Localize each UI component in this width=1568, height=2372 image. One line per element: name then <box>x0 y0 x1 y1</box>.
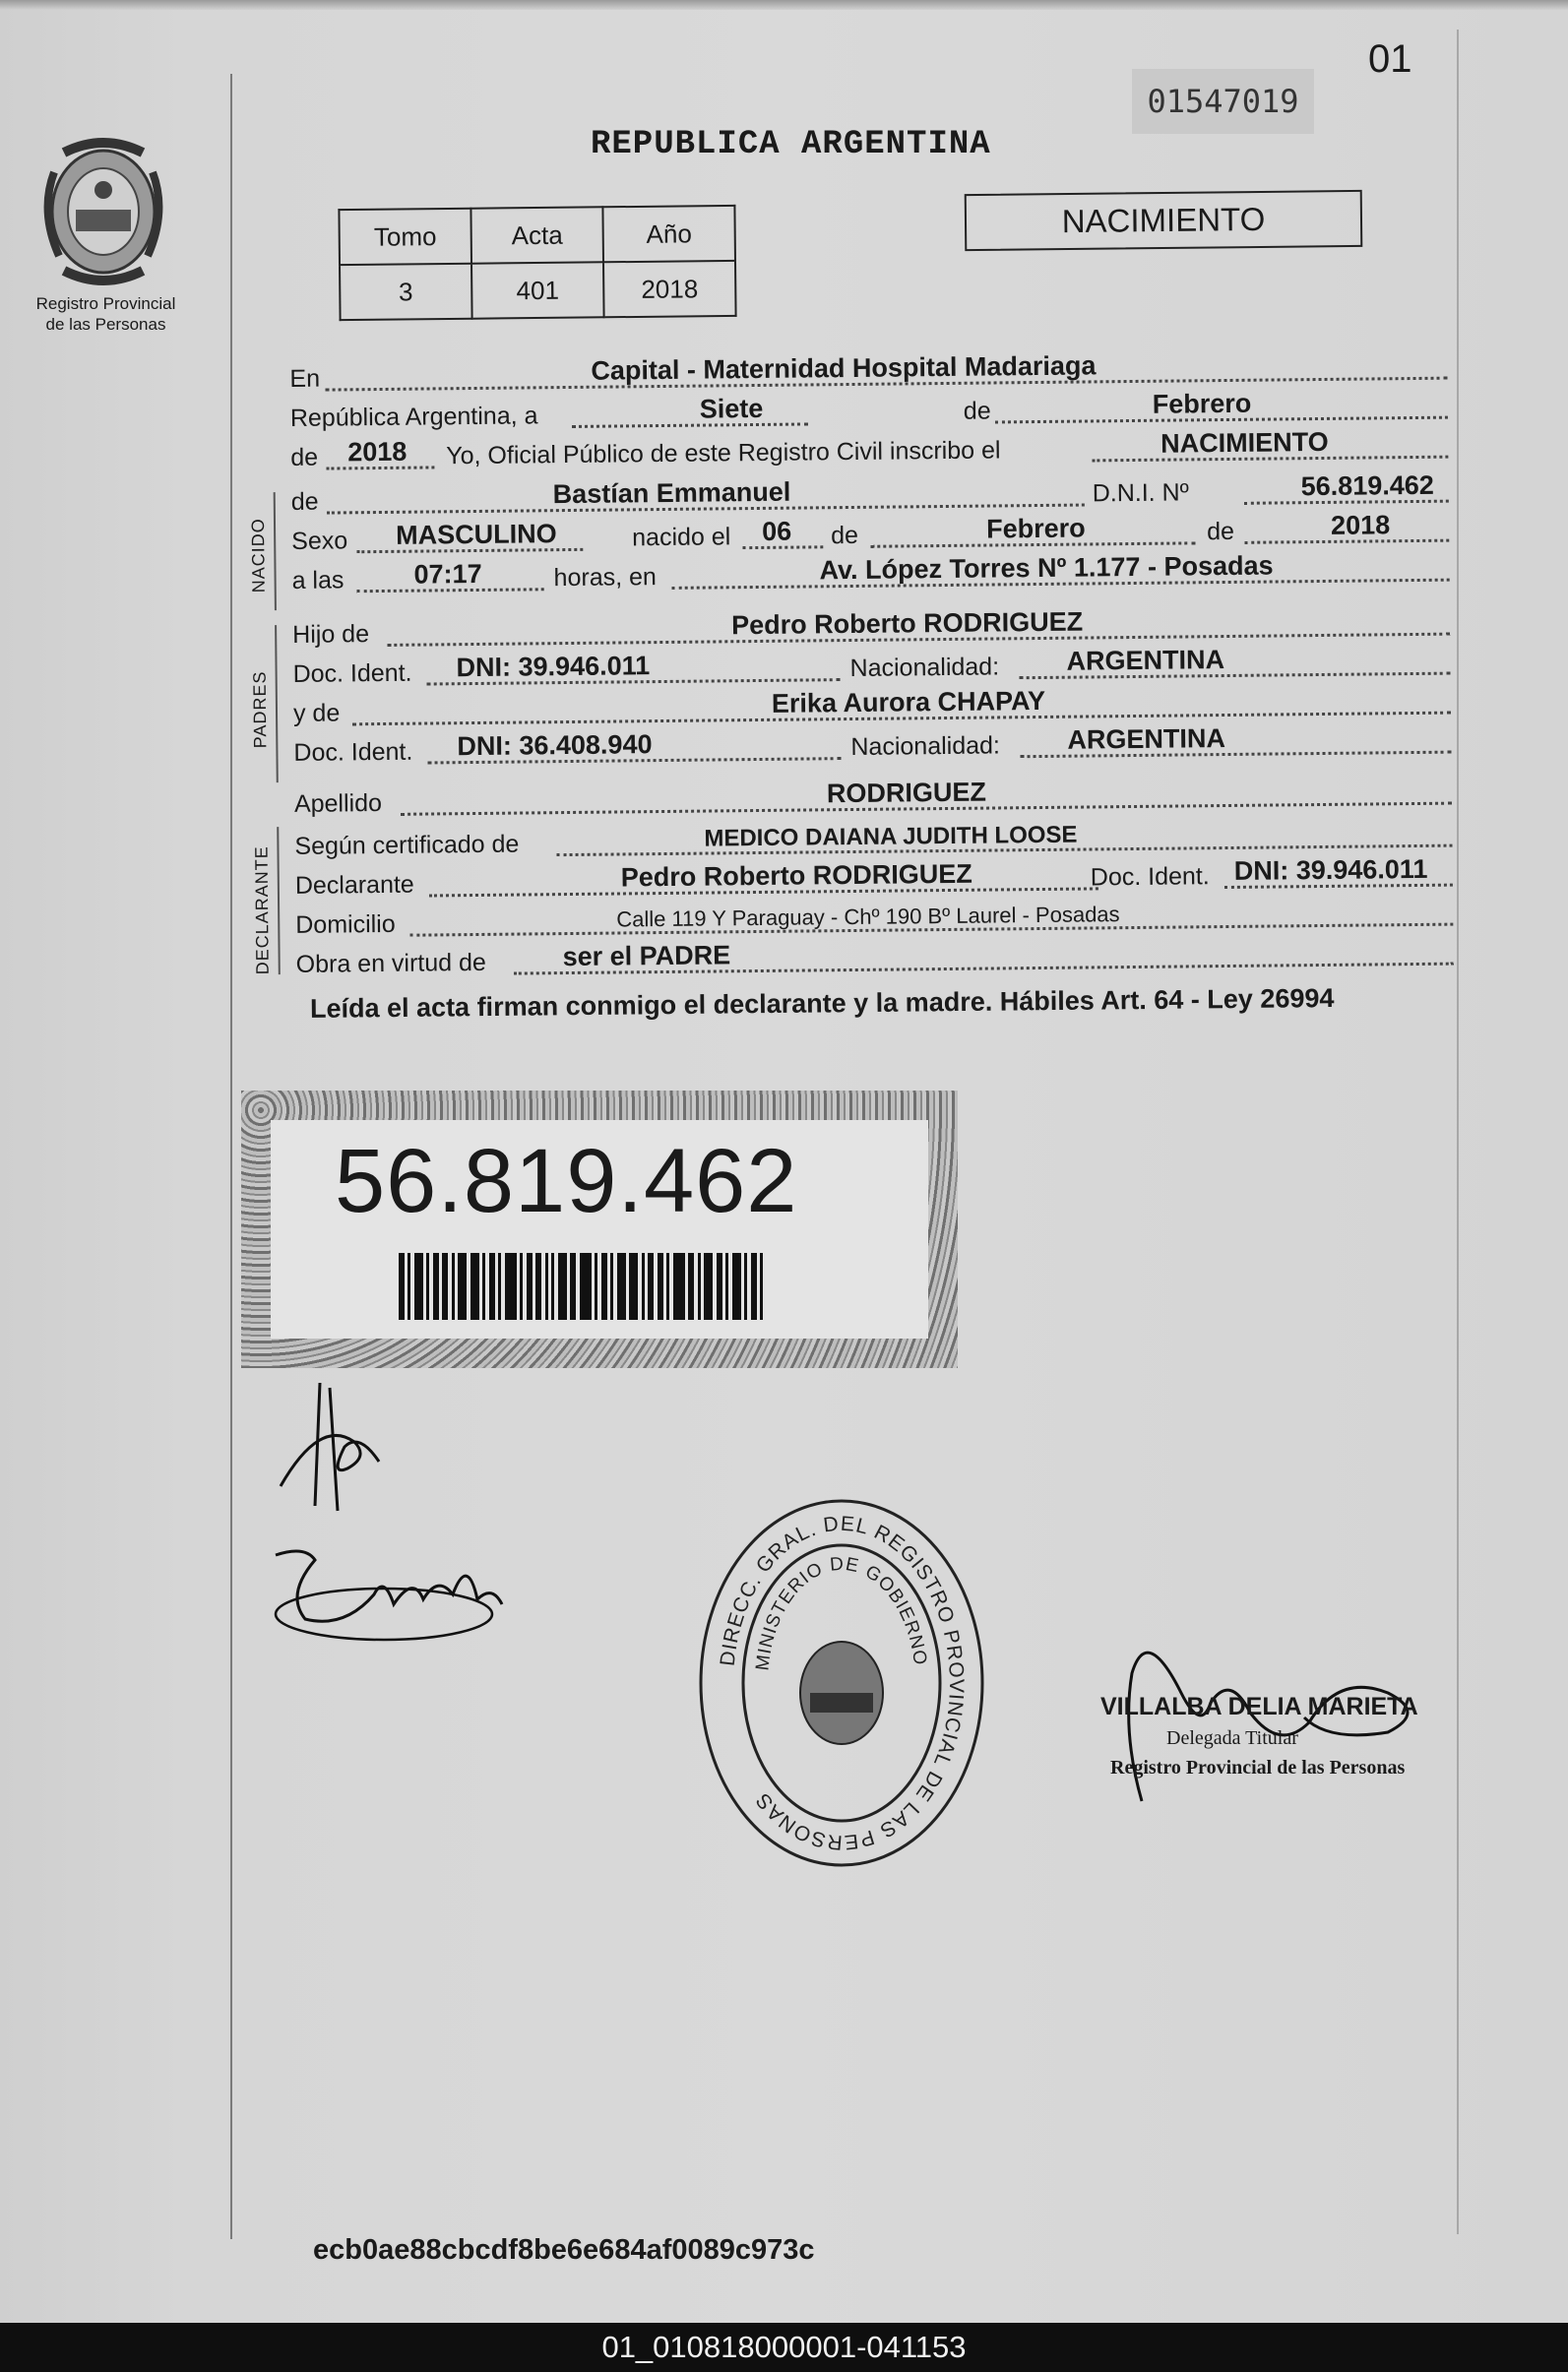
office-line-1: Registro Provincial <box>35 294 176 313</box>
barcode-bar <box>610 1253 613 1320</box>
barcode-bar <box>452 1253 455 1320</box>
doc-ident-label: Doc. Ident. <box>292 658 412 688</box>
official-role: Delegada Titular <box>1166 1727 1298 1749</box>
declarant-signature-icon <box>261 1378 408 1526</box>
sexo-label: Sexo <box>291 527 348 555</box>
domicilio-value: Calle 119 Y Paraguay - Chº 190 Bº Laurel - Posadas <box>616 902 1120 932</box>
table-header-cell: Acta <box>470 207 603 263</box>
sexo-value: MASCULINO <box>395 519 557 550</box>
office-line-2: de las Personas <box>45 315 166 334</box>
serial-number-sticker: 01547019 <box>1132 69 1314 134</box>
seal-outer-text: DIRECC. GRAL. DEL REGISTRO PROVINCIAL DE LAS PERSONAS <box>716 1512 969 1854</box>
barcode-bar <box>648 1253 654 1320</box>
declarant-name-value: Pedro Roberto RODRIGUEZ <box>620 858 972 893</box>
barcode-bar <box>658 1253 663 1320</box>
hijo-de-label: Hijo de <box>292 620 370 649</box>
birth-de-label: de <box>831 521 859 550</box>
document-hash: ecb0ae88cbcdf8be6e684af0089c973c <box>313 2234 815 2266</box>
barcode-bar <box>629 1253 638 1320</box>
declarant-doc-value: DNI: 39.946.011 <box>1233 853 1428 886</box>
father-nationality-value: ARGENTINA <box>1066 645 1225 676</box>
barcode-bar <box>698 1253 701 1320</box>
domicilio-label: Domicilio <box>295 909 396 939</box>
table-cell: 401 <box>471 262 604 318</box>
barcode-bar <box>535 1253 541 1320</box>
barcode-bar <box>666 1253 669 1320</box>
nacionalidad-label: Nacionalidad: <box>849 653 1000 683</box>
barcode-bar <box>482 1253 485 1320</box>
section-bar-declarante <box>277 827 281 974</box>
obra-label: Obra en virtud de <box>295 948 487 978</box>
barcode-bar <box>442 1253 448 1320</box>
section-bar-padres <box>275 625 279 782</box>
de-label: de <box>963 397 991 425</box>
nacionalidad-label: Nacionalidad: <box>850 731 1001 762</box>
en-label: En <box>289 364 321 393</box>
barcode-bar <box>688 1253 694 1320</box>
birth-time-value: 07:17 <box>413 558 482 590</box>
y-de-label: y de <box>292 699 341 727</box>
table-cell: 3 <box>340 264 472 320</box>
footer-code: 01_010818000001-041153 <box>601 2330 967 2364</box>
table-header-cell: Tomo <box>339 209 471 265</box>
registry-table-row <box>340 261 736 320</box>
country-title: REPUBLICA ARGENTINA <box>591 126 991 163</box>
barcode-bar <box>414 1253 423 1320</box>
closing-statement: Leída el acta firman conmigo el declarante y la madre. Hábiles Art. 64 - Ley 26994 <box>309 983 1335 1024</box>
barcode-bar <box>760 1253 763 1320</box>
birth-address-value: Av. López Torres Nº 1.177 - Posadas <box>819 550 1274 586</box>
registry-table <box>338 205 736 321</box>
barcode-bar <box>470 1253 479 1320</box>
barcode-bar <box>732 1253 741 1320</box>
barcode-bar <box>426 1253 429 1320</box>
footer-code-bar <box>0 2323 1568 2372</box>
section-label-declarante: DECLARANTE <box>251 845 273 975</box>
barcode-bar <box>558 1253 567 1320</box>
birth-year-value: 2018 <box>1330 510 1391 540</box>
barcode-bar <box>458 1253 467 1320</box>
section-label-nacido: NACIDO <box>247 518 269 593</box>
barcode <box>399 1253 822 1320</box>
month-value: Febrero <box>1152 388 1252 419</box>
segun-label: Según certificado de <box>294 830 520 860</box>
a-las-label: a las <box>291 566 345 594</box>
dni-label: D.N.I. Nº <box>1092 478 1189 508</box>
dni-card-inner <box>271 1120 928 1339</box>
child-name-label: de <box>290 487 319 516</box>
official-name: VILLALBA DELIA MARIETA <box>1100 1693 1418 1720</box>
barcode-bar <box>520 1253 523 1320</box>
surname-value: RODRIGUEZ <box>826 777 987 809</box>
birth-month-value: Febrero <box>985 513 1086 544</box>
registry-table-header <box>339 206 735 265</box>
mother-signature-icon <box>266 1535 522 1654</box>
father-name-value: Pedro Roberto RODRIGUEZ <box>730 606 1084 641</box>
barcode-bar <box>433 1253 439 1320</box>
mother-nationality-value: ARGENTINA <box>1067 723 1226 755</box>
mother-doc-value: DNI: 36.408.940 <box>457 729 653 762</box>
barcode-bar <box>527 1253 533 1320</box>
father-doc-value: DNI: 39.946.011 <box>456 651 651 683</box>
doc-ident-label: Doc. Ident. <box>293 737 413 767</box>
year-prefix-label: de <box>290 443 319 471</box>
barcode-bar <box>408 1253 410 1320</box>
left-margin-line <box>230 74 232 2239</box>
section-bar-nacido <box>274 492 277 610</box>
declarant-doc-label: Doc. Ident. <box>1090 862 1210 892</box>
page-number: 01 <box>1368 37 1412 81</box>
registry-office-label <box>10 293 202 335</box>
seal-inner-text: MINISTERIO DE GOBIERNO <box>752 1553 931 1672</box>
birth-de2-label: de <box>1207 517 1235 546</box>
barcode-bar <box>642 1253 645 1320</box>
barcode-bar <box>399 1253 405 1320</box>
obra-value: ser el PADRE <box>562 940 731 972</box>
official-office: Registro Provincial de las Personas <box>1110 1757 1406 1779</box>
barcode-bar <box>601 1253 607 1320</box>
republica-label: República Argentina, a <box>289 402 538 432</box>
barcode-bar <box>489 1253 495 1320</box>
dni-card-number: 56.819.462 <box>335 1131 798 1231</box>
dni-number-card <box>241 1091 958 1368</box>
act-type-value: NACIMIENTO <box>1160 426 1329 459</box>
barcode-bar <box>505 1253 517 1320</box>
day-words-value: Siete <box>699 393 764 424</box>
document-type-box: NACIMIENTO <box>965 190 1363 251</box>
barcode-bar <box>551 1253 554 1320</box>
barcode-bar <box>595 1253 597 1320</box>
top-shadow <box>0 0 1568 10</box>
mother-name-value: Erika Aurora CHAPAY <box>771 685 1046 718</box>
barcode-bar <box>617 1253 626 1320</box>
nacido-el-label: nacido el <box>632 523 731 552</box>
province-emblem-icon <box>34 133 172 290</box>
barcode-bar <box>744 1253 747 1320</box>
barcode-bar <box>498 1253 501 1320</box>
year-value: 2018 <box>347 436 408 468</box>
table-header-cell: Año <box>602 206 735 262</box>
barcode-bar <box>751 1253 757 1320</box>
section-label-padres: PADRES <box>249 670 271 749</box>
child-dni-value: 56.819.462 <box>1300 469 1434 502</box>
barcode-bar <box>725 1253 728 1320</box>
barcode-bar <box>545 1253 548 1320</box>
right-margin-line <box>1457 30 1459 2234</box>
birth-day-value: 06 <box>761 516 792 546</box>
barcode-bar <box>673 1253 685 1320</box>
official-seal-icon <box>694 1496 989 1870</box>
barcode-bar <box>717 1253 722 1320</box>
barcode-bar <box>580 1253 592 1320</box>
birth-place-value: Capital - Maternidad Hospital Madariaga <box>591 350 1097 386</box>
table-cell: 2018 <box>603 261 736 317</box>
officer-text: Yo, Oficial Público de este Registro Civil inscribo el <box>446 436 1001 470</box>
child-name-value: Bastían Emmanuel <box>552 476 791 510</box>
barcode-bar <box>570 1253 576 1320</box>
apellido-label: Apellido <box>293 789 383 818</box>
barcode-bar <box>704 1253 713 1320</box>
declarante-label: Declarante <box>294 870 414 900</box>
horas-en-label: horas, en <box>553 563 657 593</box>
certificate-by-value: MEDICO DAIANA JUDITH LOOSE <box>704 821 1078 852</box>
